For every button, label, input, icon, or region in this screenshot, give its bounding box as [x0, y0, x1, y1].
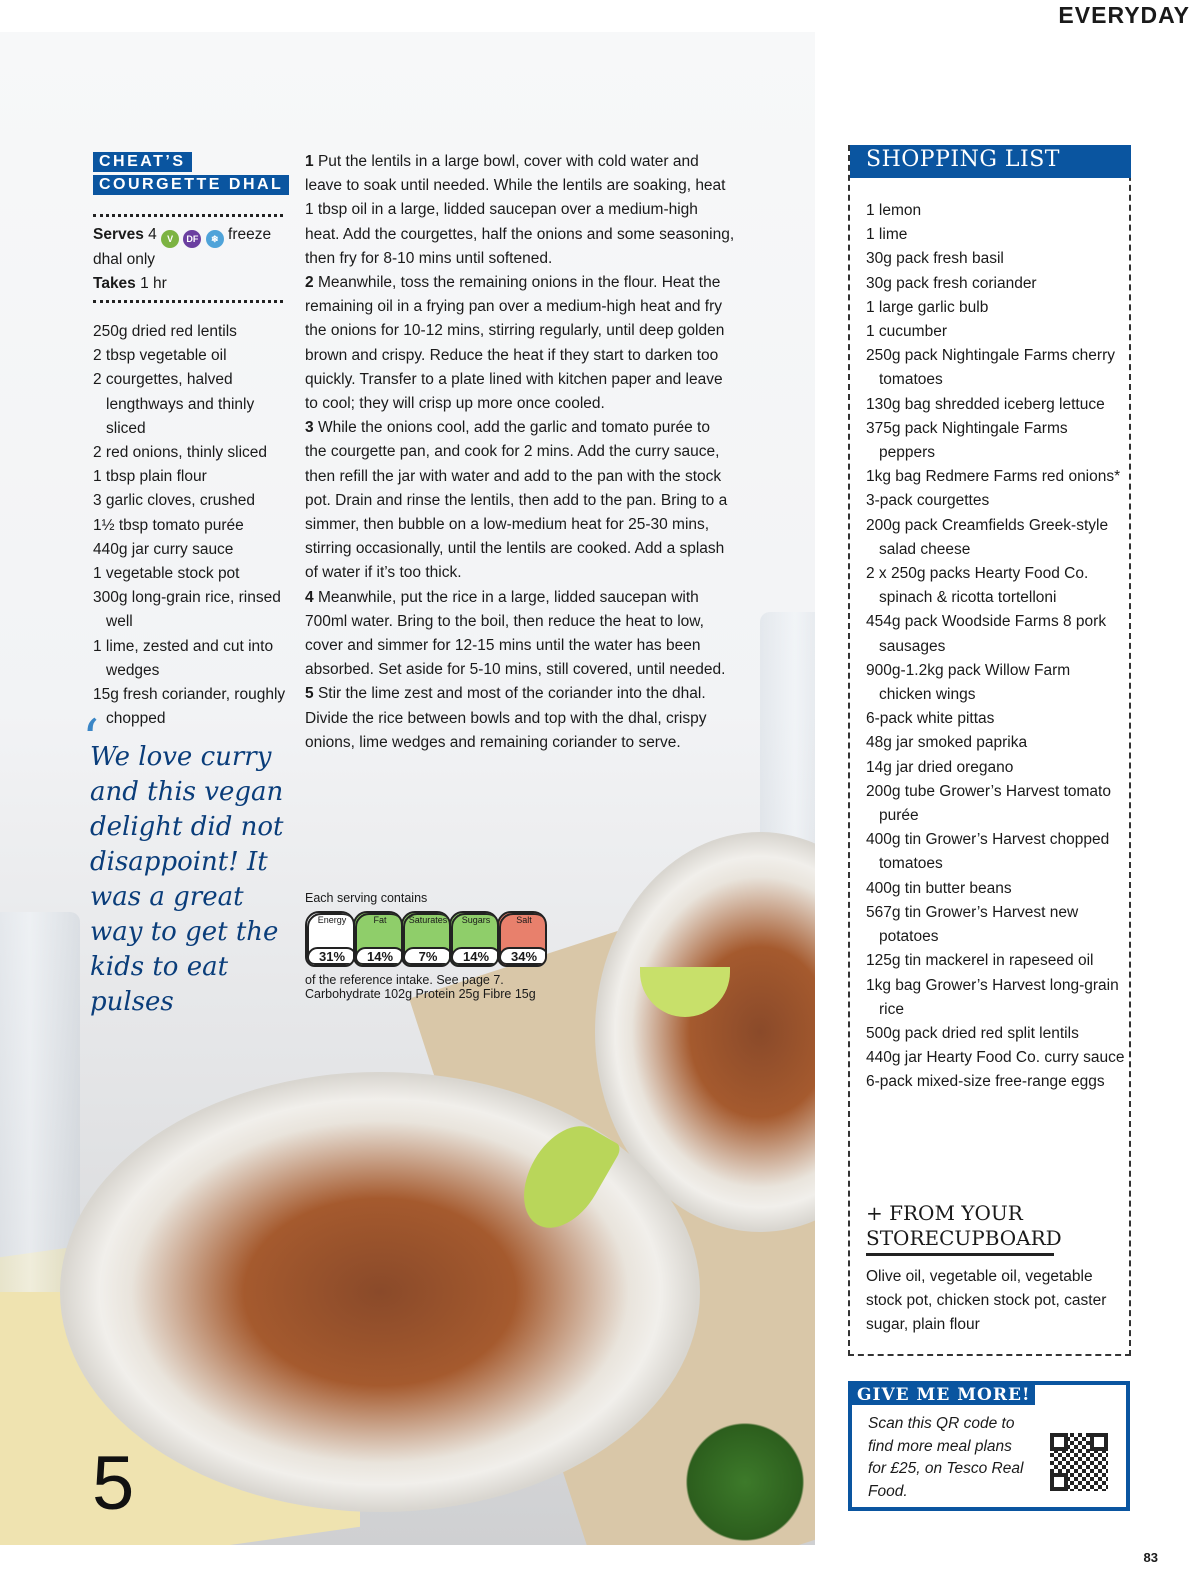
ingredient-item: 2 courgettes, halved lengthways and thinly sliced: [93, 371, 255, 437]
shopping-item: 375g pack Nightingale Farms peppers: [866, 419, 1068, 462]
section-tag: EVERYDAY: [1058, 2, 1190, 28]
promo-text: Scan this QR code to find more meal plans for £25, on Tesco Real Food.: [868, 1415, 1024, 1500]
nutrition-heading: Each serving contains: [305, 891, 428, 905]
shopping-item: 400g tin Grower’s Harvest chopped tomatoes: [866, 831, 1110, 873]
shopping-item: 900g-1.2kg pack Willow Farm chicken wings: [866, 661, 1071, 704]
method-step: [305, 150, 735, 271]
shopping-item: 500g pack dried red split lentils: [866, 1024, 1079, 1042]
shopping-item: 1 cucumber: [866, 323, 947, 341]
shopping-item: 250g pack Nightingale Farms cherry tomatoes: [866, 347, 1115, 389]
shopping-item: 1 large garlic bulb: [866, 298, 989, 316]
vegan-icon: V: [161, 230, 179, 248]
nutrient-sugars: [449, 911, 499, 967]
coriander-garnish: [680, 1412, 810, 1545]
nutrient-percent: 34%: [499, 947, 547, 965]
step-text: Stir the lime zest and most of the coriander into the dhal. Divide the rice between bowls and top with the dhal, crispy onions, lime wedges and remaining coriander to serve.: [305, 685, 707, 751]
nutrition-macros: Carbohydrate 102g Protein 25g Fibre 15g: [305, 987, 536, 1001]
ingredient-item: 1 lime, zested and cut into wedges: [93, 637, 274, 679]
step-text: While the onions cool, add the garlic and tomato purée to the courgette pan, and cook for 2 mins. Add the curry sauce, then refill the jar with water and add to the pan with the stock pot. Drain and rinse the lentils, then add to the pan. Bring to a simmer, then bubble on a low-medium heat for 25-30 mins, stirring occasionally, until the lentils are cooked. Add a splash of water if it’s too thick.: [305, 419, 728, 582]
shopping-item: 400g tin butter beans: [866, 879, 1012, 897]
shopping-item: 1kg bag Redmere Farms red onions*: [866, 468, 1121, 486]
takes-value: 1 hr: [140, 275, 167, 293]
nutrient-percent: 7%: [403, 947, 451, 965]
ingredient-item: 3 garlic cloves, crushed: [93, 492, 255, 510]
shopping-item: 567g tin Grower’s Harvest new potatoes: [866, 903, 1079, 946]
freeze-icon: ❄: [206, 230, 224, 248]
dairy-free-icon: DF: [183, 230, 201, 248]
nutrient-percent: 14%: [355, 947, 403, 965]
recipe-meta: [93, 223, 288, 296]
traffic-lights: [305, 911, 545, 967]
promo-box: [848, 1381, 1130, 1511]
serves-value: 4: [148, 226, 157, 243]
shopping-list-title: SHOPPING LIST: [850, 145, 1131, 178]
page-number: 83: [1143, 1550, 1158, 1565]
shopping-item: 30g pack fresh coriander: [866, 274, 1037, 292]
open-quote-icon: ‘: [82, 708, 100, 771]
shopping-item: 200g pack Creamfields Greek-style salad cheese: [866, 516, 1109, 558]
ingredient-item: 1 tbsp plain flour: [93, 468, 207, 486]
divider: [93, 300, 283, 303]
nutrition-footer: of the reference intake. See page 7.: [305, 973, 504, 987]
shopping-item: 2 x 250g packs Hearty Food Co. spinach & ricotta tortelloni: [866, 565, 1089, 607]
step-number: 5: [305, 685, 314, 703]
shopping-item: 30g pack fresh basil: [866, 250, 1004, 268]
shopping-item: 3-pack courgettes: [866, 492, 990, 510]
nutrient-saturates: [401, 911, 451, 967]
ingredient-item: 1½ tbsp tomato purée: [93, 516, 244, 534]
divider: [93, 214, 283, 217]
nutrition-label: [305, 891, 545, 1001]
step-number: 3: [305, 419, 314, 437]
nutrient-salt: [497, 911, 547, 967]
water-glass: [0, 912, 80, 1292]
shopping-item: 1kg bag Grower’s Harvest long-grain rice: [866, 976, 1119, 1018]
shopping-item: 454g pack Woodside Farms 8 pork sausages: [866, 613, 1107, 655]
shopping-item: 14g jar dried oregano: [866, 758, 1014, 776]
method-step: [305, 586, 735, 683]
promo-title: GIVE ME MORE!: [852, 1385, 1035, 1405]
shopping-item: 6-pack white pittas: [866, 710, 995, 728]
shopping-item: 48g jar smoked paprika: [866, 734, 1028, 752]
step-text: Meanwhile, toss the remaining onions in the flour. Heat the remaining oil in a frying pan over a medium-high heat and fry the onions for 10-12 mins, stirring regularly, until deep golden brown and crispy. Reduce the heat if they start to darken too quickly. Transfer to a plate lined with kitchen paper and leave to cool; they will crisp up more once cooled.: [305, 274, 725, 413]
shopping-item: 200g tube Grower’s Harvest tomato purée: [866, 782, 1111, 825]
nutrient-fat: [353, 911, 403, 967]
method-step: [305, 682, 735, 755]
shopping-item: 1 lemon: [866, 202, 922, 219]
takes-label: Takes: [93, 275, 136, 293]
recipe-number: 5: [92, 1441, 135, 1526]
method-step: [305, 271, 735, 416]
step-text: Put the lentils in a large bowl, cover with cold water and leave to soak until needed. While the lentils are soaking, heat 1 tbsp oil in a large, lidded saucepan over a medium-high heat. Add the courgettes, half the onions and some seasoning, then fry for 8-10 mins until softened.: [305, 153, 735, 267]
nutrient-label: Energy: [307, 913, 355, 967]
ingredient-item: 300g long-grain rice, rinsed well: [93, 589, 281, 631]
nutrient-label: Sugars: [451, 913, 499, 967]
ingredient-item: 440g jar curry sauce: [93, 540, 234, 558]
ingredient-item: 1 vegetable stock pot: [93, 565, 240, 583]
step-number: 4: [305, 588, 314, 606]
reader-quote: [82, 708, 290, 1020]
nutrient-label: Salt: [499, 913, 547, 967]
freeze-note: freeze dhal only: [93, 226, 272, 268]
shopping-item: 1 lime: [866, 226, 908, 244]
shopping-item: 130g bag shredded iceberg lettuce: [866, 395, 1105, 413]
ingredient-item: 2 tbsp vegetable oil: [93, 347, 227, 365]
nutrient-energy: [305, 911, 355, 967]
storecupboard-title: + FROM YOUR STORECUPBOARD: [866, 1201, 1054, 1256]
method-step: [305, 416, 735, 585]
shopping-item: 6-pack mixed-size free-range eggs: [866, 1073, 1105, 1091]
ingredient-item: 15g fresh coriander, roughly chopped: [93, 686, 286, 728]
ingredient-item: 250g dried red lentils: [93, 323, 237, 340]
quote-text: We love curry and this vegan delight did not disappoint! It was a great way to get the kids to eat pulses: [90, 742, 284, 1017]
shopping-item: 125g tin mackerel in rapeseed oil: [866, 952, 1094, 970]
nutrient-label: Fat: [355, 913, 403, 967]
nutrient-percent: 31%: [307, 947, 355, 965]
nutrient-label: Saturates: [403, 913, 451, 967]
shopping-item: 440g jar Hearty Food Co. curry sauce: [866, 1049, 1125, 1067]
qr-code[interactable]: [1050, 1433, 1108, 1491]
ingredients-list: [93, 320, 293, 731]
step-number: 1: [305, 153, 314, 170]
title-line: COURGETTE DHAL: [93, 175, 289, 195]
shopping-list: [866, 199, 1126, 1095]
recipe-title: [93, 152, 289, 198]
ingredient-item: 2 red onions, thinly sliced: [93, 444, 268, 462]
title-line: CHEAT’S: [93, 152, 192, 172]
storecupboard-text: Olive oil, vegetable oil, vegetable stock pot, chicken stock pot, caster sugar, plain flour: [866, 1268, 1107, 1334]
nutrient-percent: 14%: [451, 947, 499, 965]
serves-label: Serves: [93, 226, 144, 243]
step-text: Meanwhile, put the rice in a large, lidded saucepan with 700ml water. Bring to the boil, then reduce the heat to low, cover and simmer for 12-15 mins until the water has been absorbed. Set aside for 5-10 mins, still covered, until needed.: [305, 588, 726, 679]
step-number: 2: [305, 274, 314, 292]
method-steps: [305, 150, 735, 755]
